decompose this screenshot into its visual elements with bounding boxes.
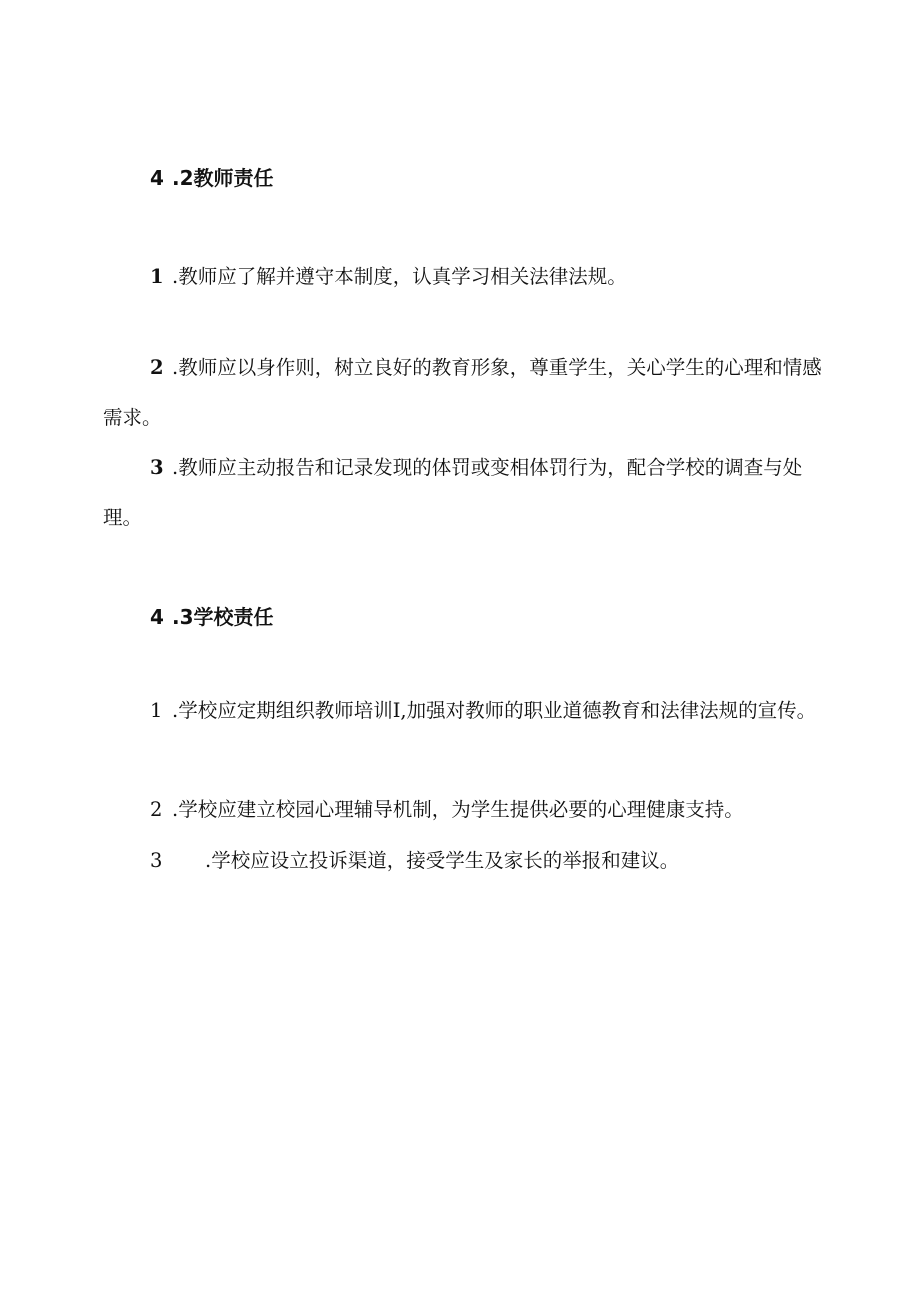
list-item bbox=[103, 686, 823, 736]
list-item-number: 3 bbox=[150, 849, 163, 872]
section-heading-number: 4 bbox=[150, 605, 164, 629]
section-heading-teacher bbox=[150, 166, 274, 190]
list-item-text: .教师应主动报告和记录发现的体罚或变相体罚行为，配合学校的调查与处理。 bbox=[103, 456, 803, 529]
list-item-text: .学校应定期组织教师培训I,加强对教师的职业道德教育和法律法规的宣传。 bbox=[172, 699, 817, 722]
list-item-number: 2 bbox=[150, 356, 164, 379]
list-item bbox=[103, 785, 823, 835]
list-item-text: .教师应以身作则，树立良好的教育形象，尊重学生，关心学生的心理和情感需求。 bbox=[103, 356, 822, 429]
list-item-number: 1 bbox=[150, 265, 164, 288]
list-item-number: 3 bbox=[150, 456, 164, 479]
list-item-text: .学校应设立投诉渠道，接受学生及家长的举报和建议。 bbox=[205, 849, 680, 872]
list-item-number: 2 bbox=[150, 798, 163, 821]
list-item bbox=[103, 443, 823, 543]
section-heading-school bbox=[150, 605, 274, 629]
list-item bbox=[103, 252, 823, 302]
section-heading-text: .2教师责任 bbox=[172, 166, 274, 190]
section-heading-number: 4 bbox=[150, 166, 164, 190]
list-item-text: .学校应建立校园心理辅导机制，为学生提供必要的心理健康支持。 bbox=[172, 798, 744, 821]
list-item-text: .教师应了解并遵守本制度，认真学习相关法律法规。 bbox=[172, 265, 627, 288]
list-item bbox=[103, 836, 823, 886]
section-heading-text: .3学校责任 bbox=[172, 605, 274, 629]
list-item bbox=[103, 343, 823, 443]
list-item-number: 1 bbox=[150, 699, 163, 722]
